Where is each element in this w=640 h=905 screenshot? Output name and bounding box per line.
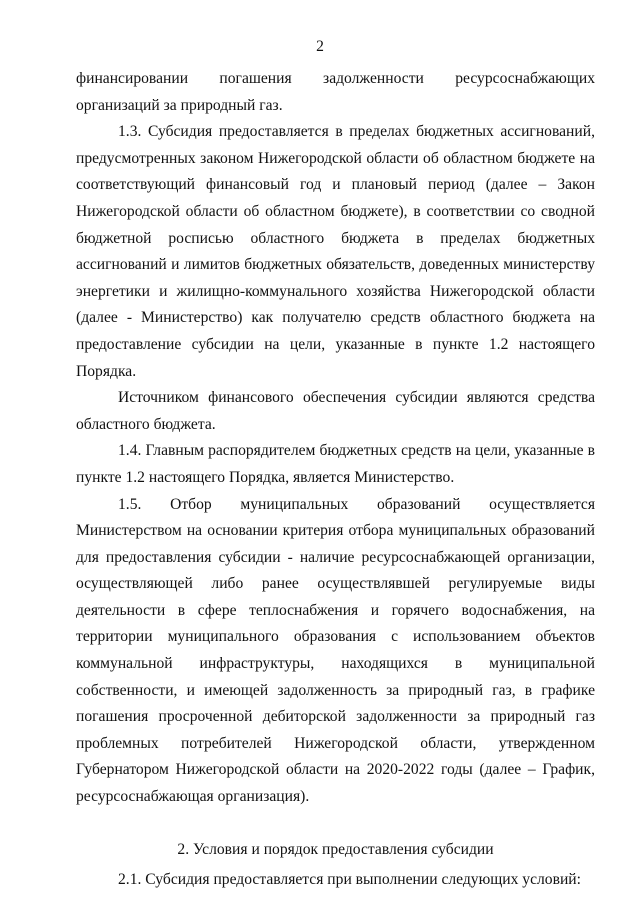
document-body xyxy=(76,66,595,894)
paragraph-1-4: 1.4. Главным распорядителем бюджетных средств на цели, указанные в пункте 1.2 настоящего Порядка, является Министерство. xyxy=(76,442,595,486)
paragraph-1-3: 1.3. Субсидия предоставляется в пределах бюджетных ассигнований, предусмотренных законом Нижегородской области об областном бюджете на соответствующий финансовый год и плановый период (далее – Закон Нижегородской области об областном бюджете), в соответствии со сводной бюджетной росписью областного бюджета в пределах бюджетных ассигнований и лимитов бюджетных обязательств, доведенных министерству энергетики и жилищно-коммунального хозяйства Нижегородской области (далее - Министерство) как получателю средств областного бюджета на предоставление субсидии на цели, указанные в пункте 1.2 настоящего Порядка. xyxy=(76,123,595,380)
paragraph-1-5: 1.5. Отбор муниципальных образований осуществляется Министерством на основании критерия отбора муниципальных образований для предоставления субсидии - наличие ресурсоснабжающей организации, осуществляющей либо ранее осуществлявшей регулируемые виды деятельности в сфере теплоснабжения и горячего водоснабжения, на территории муниципального образования с использованием объектов коммунальной инфраструктуры, находящихся в муниципальной собственности, и имеющей задолженность за природный газ, в графике погашения просроченной дебиторской задолженности за природный газ проблемных потребителей Нижегородской области, утвержденном Губернатором Нижегородской области на 2020-2022 годы (далее – График, ресурсоснабжающая организация). xyxy=(76,495,595,806)
paragraph-continuation: финансировании погашения задолженности ресурсоснабжающих организаций за природный газ. xyxy=(76,70,595,114)
page-number: 2 xyxy=(316,38,324,55)
paragraph-2-1: 2.1. Субсидия предоставляется при выполнении следующих условий: xyxy=(118,871,581,889)
paragraph-funding-source: Источником финансового обеспечения субсидии являются средства областного бюджета. xyxy=(76,389,595,433)
section-heading: 2. Условия и порядок предоставления субсидии xyxy=(177,840,494,858)
